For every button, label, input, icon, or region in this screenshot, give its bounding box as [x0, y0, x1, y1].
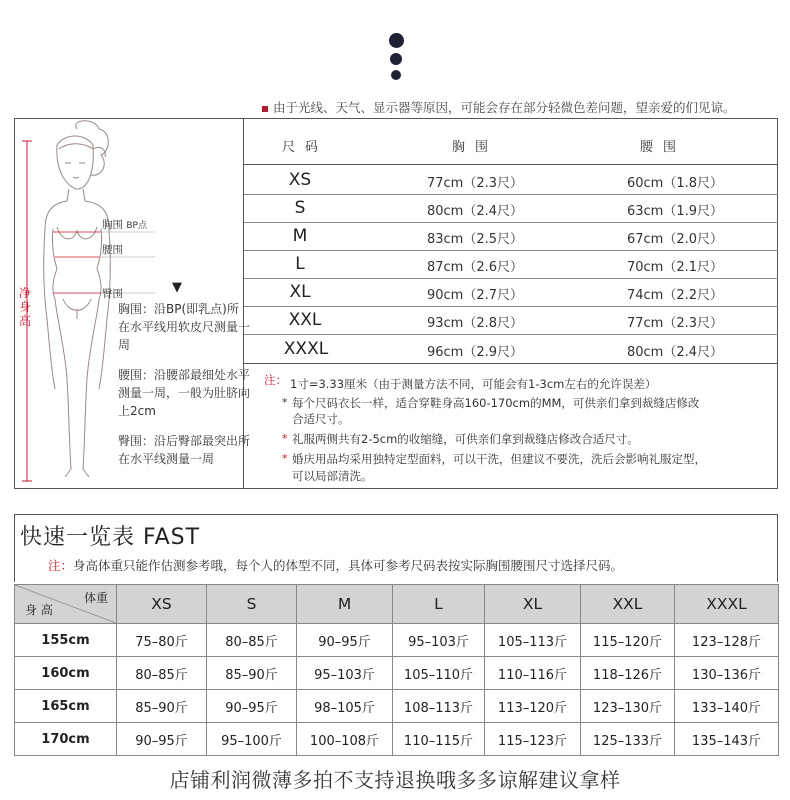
note-label: 注： — [264, 373, 287, 387]
size-header-xs: XS — [117, 585, 207, 624]
note-bullet: * — [282, 452, 288, 465]
footer-message: 店铺利润微薄多拍不支持退换哦多多谅解建议拿样 — [169, 768, 621, 792]
weight-cell: 85–90斤 — [207, 657, 297, 690]
height-cell: 170cm — [15, 723, 117, 756]
table-row — [15, 690, 779, 723]
note-item: 1寸=3.33厘米（由于测量方法不同，可能会有1-3cm左右的允许误差） — [290, 377, 657, 391]
weight-cell: 90–95斤 — [207, 690, 297, 723]
waist-cell: 70cm（2.1尺） — [626, 260, 724, 275]
table-divider — [244, 222, 778, 223]
weight-cell: 80–85斤 — [207, 624, 297, 657]
bust-column-header: 胸围 — [452, 140, 499, 155]
size-header-xxxl: XXXL — [675, 585, 779, 624]
weight-cell: 90–95斤 — [117, 723, 207, 756]
height-cell: 165cm — [15, 690, 117, 723]
arrow-down-icon: ▼ — [172, 280, 182, 295]
decorative-dot — [390, 53, 402, 65]
weight-cell: 115–120斤 — [581, 624, 675, 657]
weight-cell: 123–128斤 — [675, 624, 779, 657]
size-cell: L — [295, 254, 305, 274]
size-header-s: S — [207, 585, 297, 624]
color-difference-notice: 由于光线、天气、显示器等原因，可能会存在部分轻微色差问题，望亲爱的们见谅。 — [262, 98, 736, 116]
bust-cell: 87cm（2.6尺） — [426, 260, 524, 275]
table-divider — [244, 250, 778, 251]
waist-cell: 77cm（2.3尺） — [626, 316, 724, 331]
height-label: 净身高 — [18, 286, 31, 328]
weight-cell: 130–136斤 — [675, 657, 779, 690]
weight-cell: 115–123斤 — [485, 723, 581, 756]
table-divider — [244, 278, 778, 279]
weight-cell: 135–143斤 — [675, 723, 779, 756]
size-header-xxl: XXL — [581, 585, 675, 624]
size-column-header: 尺码 — [282, 140, 329, 155]
bust-figure-label: 胸围 BP点 — [102, 219, 147, 231]
weight-cell: 125–133斤 — [581, 723, 675, 756]
size-header-l: L — [393, 585, 485, 624]
weight-cell: 133–140斤 — [675, 690, 779, 723]
weight-cell: 100–108斤 — [297, 723, 393, 756]
note-item: 礼服两侧共有2-5cm的收缩缝，可供亲们拿到裁缝店修改合适尺寸。 — [292, 432, 639, 446]
bust-cell: 83cm（2.5尺） — [426, 232, 524, 247]
weight-cell: 95–100斤 — [207, 723, 297, 756]
height-cell: 160cm — [15, 657, 117, 690]
decorative-dot — [389, 33, 404, 48]
table-divider — [244, 334, 778, 335]
waist-description: 腰围：沿腰部最细处水平测量一周，一般为肚脐向上2cm — [118, 368, 251, 418]
height-axis-label: 身 高 — [25, 603, 53, 617]
diagonal-divider — [15, 585, 116, 623]
table-divider — [244, 306, 778, 307]
size-cell: XXL — [288, 310, 322, 330]
weight-cell: 105–110斤 — [393, 657, 485, 690]
weight-cell: 85–90斤 — [117, 690, 207, 723]
size-cell: XS — [288, 170, 312, 190]
hip-figure-label: 臀围 — [102, 288, 123, 300]
hip-description: 臀围：沿后臀部最突出所在水平线测量一周 — [118, 434, 251, 466]
weight-cell: 75–80斤 — [117, 624, 207, 657]
table-row — [15, 624, 779, 657]
red-square-icon — [262, 106, 268, 112]
weight-cell: 110–116斤 — [485, 657, 581, 690]
note-bullet: * — [282, 396, 288, 409]
weight-cell: 123–130斤 — [581, 690, 675, 723]
table-row — [15, 723, 779, 756]
weight-cell: 110–115斤 — [393, 723, 485, 756]
waist-cell: 60cm（1.8尺） — [626, 176, 724, 191]
table-row — [15, 657, 779, 690]
weight-height-table — [14, 584, 779, 756]
size-cell: XXXL — [283, 339, 329, 359]
waist-cell: 80cm（2.4尺） — [626, 345, 724, 360]
weight-cell: 95–103斤 — [297, 657, 393, 690]
note-item: 每个尺码衣长一样，适合穿鞋身高160-170cm的MM，可供亲们拿到裁缝店修改 — [292, 396, 700, 410]
size-cell: S — [294, 198, 306, 218]
table-header-row — [15, 585, 779, 624]
weight-cell: 95–103斤 — [393, 624, 485, 657]
bust-cell: 93cm（2.8尺） — [426, 316, 524, 331]
bust-cell: 77cm（2.3尺） — [426, 176, 524, 191]
weight-cell: 90–95斤 — [297, 624, 393, 657]
size-header-xl: XL — [485, 585, 581, 624]
weight-axis-label: 体重 — [83, 591, 108, 605]
height-cell: 155cm — [15, 624, 117, 657]
corner-header-cell — [15, 585, 117, 624]
weight-cell: 98–105斤 — [297, 690, 393, 723]
size-cell: XL — [289, 282, 311, 302]
weight-cell: 118–126斤 — [581, 657, 675, 690]
size-header-m: M — [297, 585, 393, 624]
note-bullet: * — [282, 432, 288, 445]
fast-note: 注：身高体重只能作估测参考哦，每个人的体型不同，具体可参考尺码表按实际胸围腰围尺寸选择尺码。 — [48, 558, 624, 573]
waist-cell: 67cm（2.0尺） — [626, 232, 724, 247]
bust-description: 胸围：沿BP(即乳点)所在水平线用软皮尺测量一周 — [118, 302, 251, 352]
waist-figure-label: 腰围 — [102, 244, 123, 256]
decorative-dot — [391, 70, 401, 80]
note-item: 合适尺寸。 — [292, 412, 350, 426]
note-item: 可以局部清洗。 — [292, 469, 373, 483]
waist-cell: 74cm（2.2尺） — [626, 288, 724, 303]
size-cell: M — [292, 226, 308, 246]
weight-cell: 113–120斤 — [485, 690, 581, 723]
table-divider — [244, 164, 778, 165]
weight-cell: 108–113斤 — [393, 690, 485, 723]
bust-cell: 96cm（2.9尺） — [426, 345, 524, 360]
waist-column-header: 腰围 — [640, 140, 687, 155]
weight-cell: 80–85斤 — [117, 657, 207, 690]
note-item: 婚庆用品均采用独特定型面料，可以干洗，但建议不要洗，洗后会影响礼服定型， — [292, 452, 706, 466]
bust-cell: 80cm（2.4尺） — [426, 204, 524, 219]
weight-cell: 105–113斤 — [485, 624, 581, 657]
waist-cell: 63cm（1.9尺） — [626, 204, 724, 219]
fast-title: 快速一览表 FAST — [20, 525, 201, 550]
table-divider — [244, 363, 778, 364]
table-divider — [244, 194, 778, 195]
bust-cell: 90cm（2.7尺） — [426, 288, 524, 303]
